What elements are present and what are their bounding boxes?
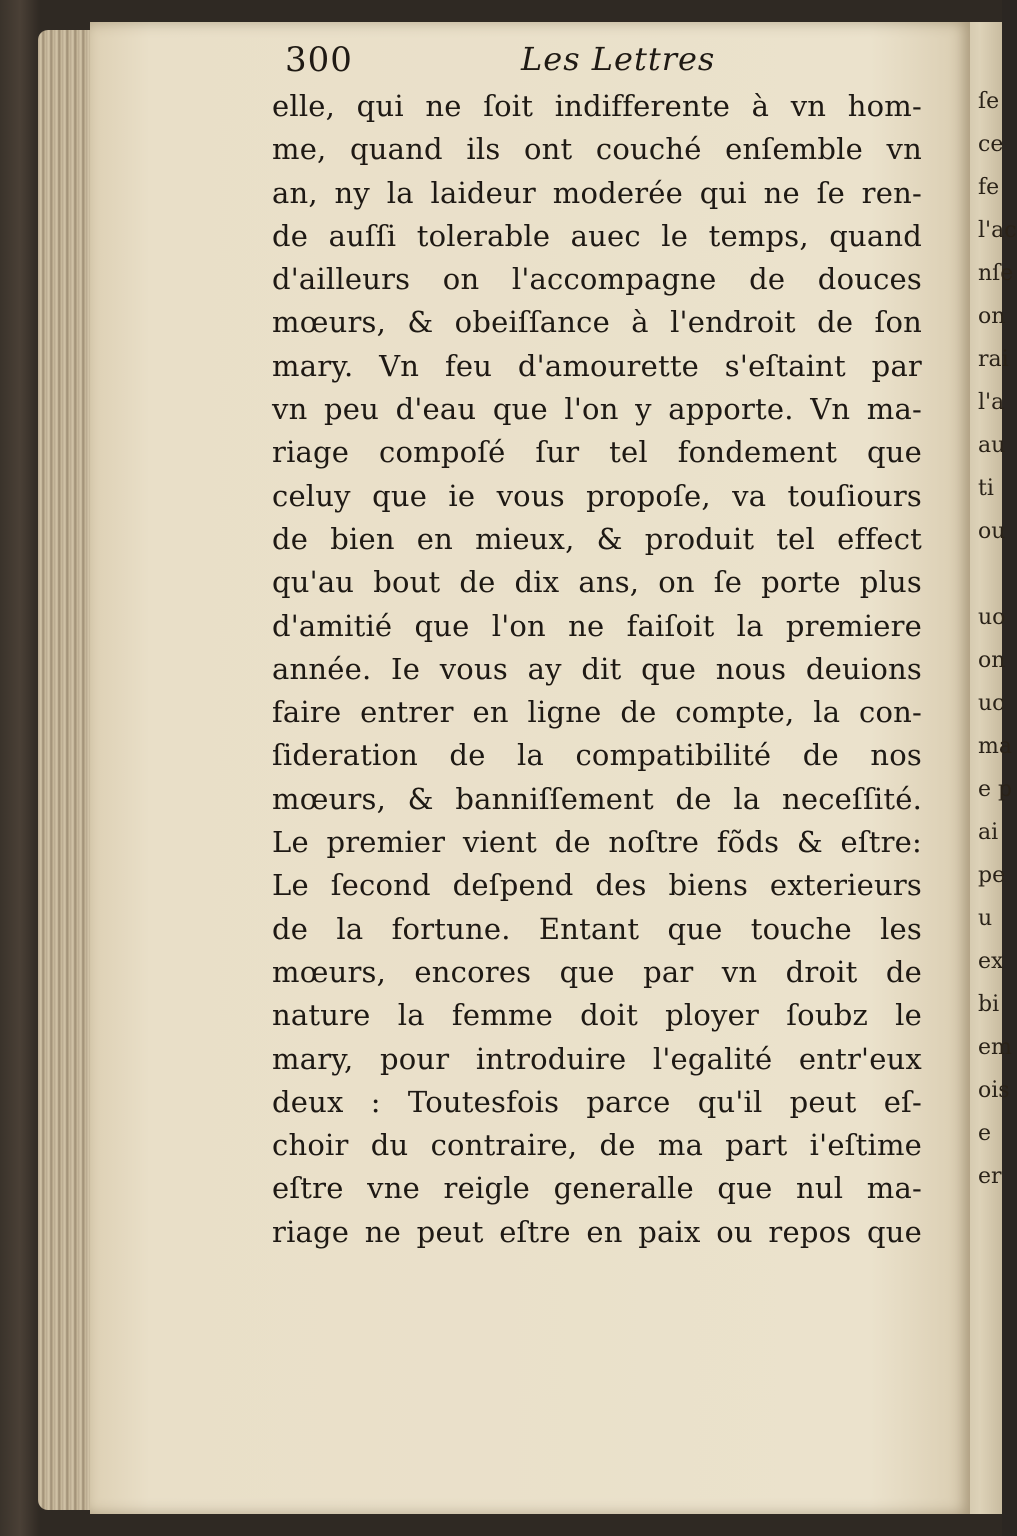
text-line: celuy que ie vous propoſe, va touſiours [272, 478, 922, 513]
facing-fragment: e [978, 1121, 992, 1146]
text-line: Le ſecond deſpend des biens exterieurs [272, 868, 922, 903]
facing-fragment: on [978, 304, 1006, 329]
text-line: deux : Toutesfois parce qu'il peut eſ- [272, 1084, 922, 1119]
facing-fragment: l'ac [978, 218, 1017, 243]
facing-fragment: uc [978, 691, 1005, 716]
text-line: Le premier vient de noſtre fõds & eſtre: [272, 825, 922, 860]
facing-fragment: rai [978, 347, 1009, 372]
text-line: mœurs, encores que par vn droit de [272, 954, 922, 989]
facing-fragment: u [978, 906, 993, 931]
text-line: riage ne peut eſtre en paix ou repos que [272, 1214, 922, 1249]
running-title: Les Lettres [521, 40, 716, 78]
text-line: riage compoſé ſur tel fondement que [272, 435, 922, 470]
text-line: d'ailleurs on l'accompagne de douces [272, 262, 922, 297]
text-line: vn peu d'eau que l'on y apporte. Vn ma- [272, 392, 922, 427]
text-line: elle, qui ne ſoit indifferente à vn hom- [272, 89, 922, 123]
facing-fragment: fe [978, 175, 1000, 200]
text-line: eſtre vne reigle generalle que nul ma- [272, 1171, 922, 1206]
facing-fragment [978, 553, 1002, 596]
text-line: de la fortune. Entant que touche les [272, 911, 922, 946]
page-number: 300 [285, 40, 353, 80]
book-page-edges [38, 30, 98, 1510]
facing-fragment: au [978, 433, 1006, 458]
facing-fragment: ois [978, 1078, 1010, 1103]
text-line: qu'au bout de dix ans, on ſe porte plus [272, 565, 922, 600]
text-line: faire entrer en ligne de compte, la con- [272, 695, 922, 730]
text-line: mœurs, & obeiſſance à l'endroit de ſon [272, 305, 922, 340]
text-line: ſideration de la compatibilité de nos [272, 738, 922, 773]
facing-fragment: ſe [978, 89, 1000, 114]
facing-fragment: ce [978, 132, 1004, 157]
body-text [272, 85, 922, 1254]
text-line: me, quand ils ont couché enſemble vn [272, 132, 922, 167]
facing-fragment: e p [978, 777, 1013, 802]
text-line: de bien en mieux, & produit tel effect [272, 521, 922, 556]
text-line: de auſſi tolerable auec le temps, quand [272, 218, 922, 253]
facing-fragment: pe [978, 863, 1006, 888]
text-line: mary, pour introduire l'egalité entr'eux [272, 1041, 922, 1076]
facing-fragment: ai [978, 820, 999, 845]
facing-page-text-fragments [978, 80, 1017, 1198]
facing-fragment: l'a [978, 390, 1005, 415]
text-line: choir du contraire, de ma part i'eſtime [272, 1128, 922, 1163]
facing-fragment: ma [978, 734, 1012, 759]
facing-fragment: ti [978, 476, 994, 501]
text-line: mary. Vn feu d'amourette s'eſtaint par [272, 348, 922, 383]
facing-fragment: bi [978, 992, 1000, 1017]
text-line: nature la femme doit ployer ſoubz le [272, 998, 922, 1033]
facing-fragment: uo [978, 605, 1006, 630]
text-line: année. Ie vous ay dit que nous deuions [272, 651, 922, 686]
facing-fragment: er [978, 1164, 1002, 1189]
running-head [285, 40, 905, 84]
text-line: an, ny la laideur moderée qui ne ſe ren- [272, 175, 922, 210]
facing-fragment: em [978, 1035, 1012, 1060]
facing-fragment: nſe [978, 261, 1014, 286]
text-line: mœurs, & banniſſement de la neceſſité. [272, 781, 922, 816]
facing-fragment: on [978, 648, 1006, 673]
facing-fragment: ou [978, 519, 1006, 544]
text-line: d'amitié que l'on ne faiſoit la premiere [272, 608, 922, 643]
facing-fragment: ex [978, 949, 1004, 974]
